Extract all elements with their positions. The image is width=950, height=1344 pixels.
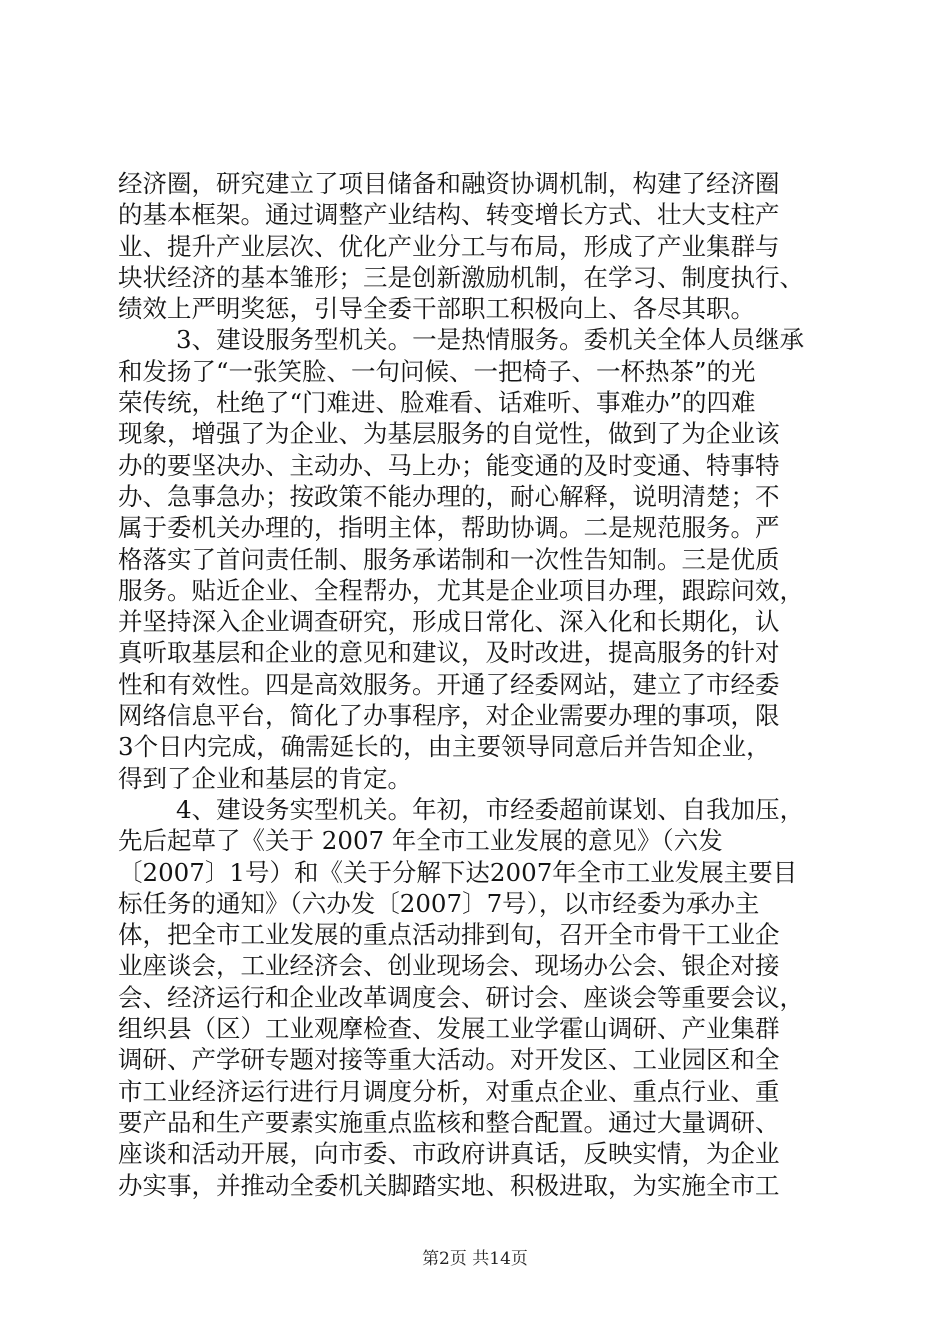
text-line: 荣传统，杜绝了“门难进、脸难看、话难听、事难办”的四难: [118, 388, 756, 418]
text-line: 办、急事急办；按政策不能办理的，耐心解释，说明清楚；不: [118, 481, 780, 511]
page-footer: 第2页 共14页: [422, 1249, 528, 1269]
text-line: 绩效上严明奖惩，引导全委干部职工积极向上、各尽其职。: [118, 294, 755, 324]
text-line: 体，把全市工业发展的重点活动排到旬，召开全市骨干工业企: [118, 920, 780, 950]
text-line: 市工业经济运行进行月调度分析，对重点企业、重点行业、重: [118, 1076, 780, 1106]
text-line: 并坚持深入企业调查研究，形成日常化、深入化和长期化，认: [118, 607, 780, 637]
text-line: 服务。贴近企业、全程帮办，尤其是企业项目办理，跟踪问效，: [118, 575, 804, 605]
text-line: 4、建设务实型机关。年初，市经委超前谋划、自我加压，: [176, 794, 805, 824]
text-line: 组织县（区）工业观摩检查、发展工业学霍山调研、产业集群: [118, 1014, 780, 1044]
text-line: 属于委机关办理的，指明主体，帮助协调。二是规范服务。严: [118, 513, 780, 543]
text-line: 要产品和生产要素实施重点监核和整合配置。通过大量调研、: [118, 1107, 780, 1137]
text-line: 的基本框架。通过调整产业结构、转变增长方式、壮大支柱产: [118, 200, 780, 230]
text-line: 3、建设服务型机关。一是热情服务。委机关全体人员继承: [176, 325, 805, 355]
text-line: 网络信息平台，简化了办事程序，对企业需要办理的事项，限: [118, 701, 780, 731]
text-line: 经济圈，研究建立了项目储备和融资协调机制，构建了经济圈: [118, 169, 780, 198]
text-line: 和发扬了“一张笑脸、一句问候、一把椅子、一杯热茶”的光: [118, 356, 756, 386]
text-line: 会、经济运行和企业改革调度会、研讨会、座谈会等重要会议，: [118, 982, 804, 1012]
text-line: 办的要坚决办、主动办、马上办；能变通的及时变通、特事特: [118, 450, 780, 480]
text-line: 真听取基层和企业的意见和建议，及时改进，提高服务的针对: [118, 638, 780, 668]
body-text: [118, 168, 858, 1201]
text-line: 块状经济的基本雏形；三是创新激励机制，在学习、制度执行、: [118, 262, 804, 292]
text-line: 现象，增强了为企业、为基层服务的自觉性，做到了为企业该: [118, 419, 780, 449]
text-line: 得到了企业和基层的肯定。: [118, 763, 412, 793]
text-line: 业座谈会，工业经济会、创业现场会、现场办公会、银企对接: [118, 951, 780, 981]
text-line: 格落实了首问责任制、服务承诺制和一次性告知制。三是优质: [118, 544, 780, 574]
text-line: 〔2007〕1号）和《关于分解下达2007年全市工业发展主要目: [118, 857, 798, 887]
text-line: 标任务的通知》（六办发〔2007〕7号），以市经委为承办主: [118, 888, 760, 918]
text-line: 办实事，并推动全委机关脚踏实地、积极进取，为实施全市工: [118, 1170, 780, 1200]
text-line: 性和有效性。四是高效服务。开通了经委网站，建立了市经委: [118, 669, 780, 699]
text-line: 调研、产学研专题对接等重大活动。对开发区、工业园区和全: [118, 1045, 780, 1075]
text-line: 业、提升产业层次、优化产业分工与布局，形成了产业集群与: [118, 231, 780, 261]
text-line: 3个日内完成，确需延长的，由主要领导同意后并告知企业，: [118, 732, 771, 762]
text-line: 先后起草了《关于 2007 年全市工业发展的意见》（六发: [118, 826, 723, 856]
text-line: 座谈和活动开展，向市委、市政府讲真话，反映实情，为企业: [118, 1139, 780, 1169]
